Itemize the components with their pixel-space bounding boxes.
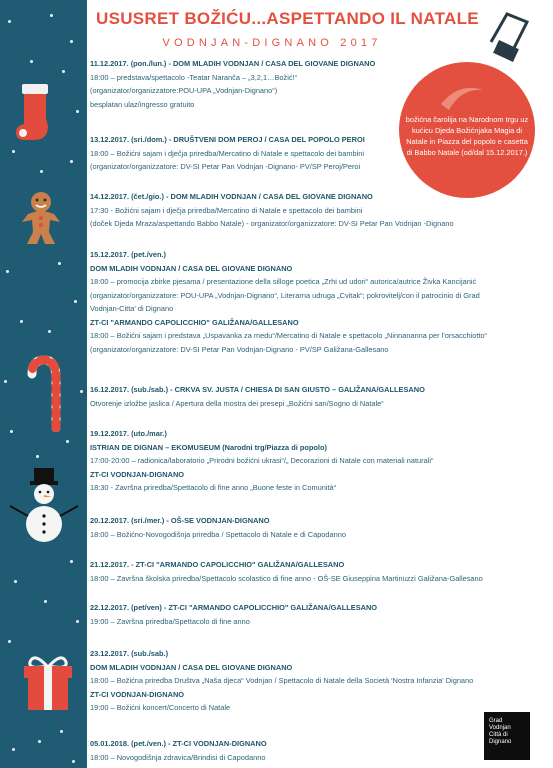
snowflake: [48, 330, 51, 333]
event-detail: 18:00 – Božićni sajam i dječja priredba/Mercatino di Natale e spettacolo dei bambini: [90, 148, 365, 158]
snowflake: [72, 760, 75, 763]
snowflake: [20, 320, 23, 323]
snowflake: [12, 150, 15, 153]
snowflake: [62, 70, 65, 73]
event-detail: (organizator/organizzatore: DV-SI Petar Pan Vodnjan-Dignano - PV/SP Galižana-Gallesano: [90, 344, 389, 354]
event-heading: 16.12.2017. (sub./sab.) - CRKVA SV. JUSTA / CHIESA DI SAN GIUSTO – GALIŽANA/GALLESANO: [90, 385, 425, 394]
snowflake: [12, 748, 15, 751]
decorative-sidebar: [0, 0, 87, 768]
snowflake: [14, 580, 17, 583]
candy-cane-icon: [26, 352, 72, 432]
snowflake: [4, 380, 7, 383]
event-block: [90, 190, 540, 231]
snowflake: [6, 270, 9, 273]
logo-line: Grad: [489, 718, 503, 724]
event-heading: ZT-CI VODNJAN-DIGNANO: [90, 689, 185, 699]
gift-box-icon: [20, 652, 76, 714]
event-detail: 18:00 – Završna školska priredba/Spettacolo scolastico di fine anno - OŠ-SE Giuseppina Martinuzzi Galižana-Gallesano: [90, 573, 483, 583]
page-subtitle: VODNJAN-DIGNANO 2017: [162, 37, 382, 49]
snowflake: [66, 440, 69, 443]
event-detail: 19:00 – Božićni koncert/Concerto di Natale: [90, 703, 231, 712]
snowflake: [70, 560, 73, 563]
event-block: [90, 558, 540, 585]
event-block: [90, 601, 540, 628]
event-block: [90, 248, 540, 356]
ornament-text: božićna čarolija na Narodnom trgu uz kućicu Djeda Božićnjaka Magia di Natale in Piazza del popolo e casetta di Babbo Natale (od/dal 15.12.2017.): [405, 115, 529, 157]
event-detail: 18:30 - Završna priredba/Spettacolo di fine anno „Buone feste in Comunità“: [90, 483, 337, 492]
event-detail: 19:00 – Završna priredba/Spettacolo di fine anno: [90, 616, 250, 626]
event-block: [90, 737, 540, 764]
event-heading: 23.12.2017. (sub./sab.): [90, 649, 169, 658]
logo-line: Dignano: [489, 739, 512, 745]
event-heading: 05.01.2018. (pet./ven.) - ZT-CI VODNJAN-DIGNANO: [90, 739, 267, 748]
logo-line: Vodnjan: [489, 725, 511, 731]
event-detail: (organizator/organizzatore: DV-SI Petar Pan Vodnjan -Dignano- PV/SP Peroj/Peroi: [90, 162, 361, 171]
event-detail: (organizator/organizzatore: POU-UPA „Vodnjan-Dignano“, Literarna udruga „Cvitak“; pokrovitelj/con il patrocinio di Grad: [90, 290, 480, 300]
event-detail: 18:00 – Božićno-Novogodišnja priredba / Spettacolo di Natale e di Capodanno: [90, 529, 346, 539]
event-heading: 22.12.2017. (pet/ven) - ZT-CI "ARMANDO CAPOLICCHIO" GALIŽANA/GALLESANO: [90, 603, 378, 612]
snowflake: [58, 262, 61, 265]
snowflake: [30, 60, 33, 63]
event-heading: 21.12.2017. - ZT-CI "ARMANDO CAPOLICCHIO" GALIŽANA/GALLESANO: [90, 560, 345, 569]
event-heading: 19.12.2017. (uto./mar.): [90, 429, 167, 438]
event-detail: Vodnjan-Citta' di Dignano: [90, 304, 174, 313]
logo-line: Città di: [489, 732, 508, 738]
event-heading: 20.12.2017. (sri./mer.) - OŠ-SE VODNJAN-DIGNANO: [90, 516, 270, 525]
snowflake: [74, 300, 77, 303]
city-logo: [484, 712, 530, 760]
event-block: [90, 133, 540, 174]
snowflake: [10, 430, 13, 433]
event-heading: 11.12.2017. (pon./lun.) - DOM MLADIH VODNJAN / CASA DEL GIOVANE DIGNANO: [90, 59, 376, 68]
snowflake: [36, 455, 39, 458]
event-detail: Otvorenje izložbe jaslica / Apertura della mostra dei presepi „Božićni san/Sogno di Natale“: [90, 398, 384, 408]
snowflake: [76, 620, 79, 623]
event-block: [90, 383, 540, 410]
snowflake: [60, 730, 63, 733]
snowflake: [50, 14, 53, 17]
event-detail: 18:00 – Božićni sajam i predstava „Uspavanka za medu“/Mercatino di Natale e spettacolo „Ninnananna per l'orsacchiotto“: [90, 331, 488, 340]
page-title: USUSRET BOŽIĆU...ASPETTANDO IL NATALE: [96, 9, 479, 28]
event-block: [90, 427, 540, 495]
snowman-icon: [4, 466, 84, 546]
snowflake: [80, 390, 83, 393]
snowflake: [44, 600, 47, 603]
event-detail: (organizator/organizzatore:POU-UPA „Vodnjan-Dignano“): [90, 86, 278, 95]
event-heading: 13.12.2017. (sri./dom.) - DRUŠTVENI DOM PEROJ / CASA DEL POPOLO PEROI: [90, 135, 365, 144]
snowflake: [70, 160, 73, 163]
event-block: [90, 647, 540, 715]
event-detail: 18:00 – promocija zbirke pjesama / presentazione della silloge poetica „Zrhi ud udori“ autorica/autrice Živka Kancijanić: [90, 277, 477, 286]
event-detail: 18:00 – Novogodišnja zdravica/Brindisi di Capodanno: [90, 752, 266, 762]
snowflake: [40, 170, 43, 173]
event-detail: 18:00 – Božićna priredba Društva „Naša djeca“ Vodnjan / Spettacolo di Natale della Società 'Nostra Infanzia' Dignano: [90, 676, 474, 685]
event-heading: ZT-CI "ARMANDO CAPOLICCHIO" GALIŽANA/GALLESANO: [90, 317, 299, 327]
snowflake: [38, 740, 41, 743]
gingerbread-man-icon: [18, 190, 64, 248]
event-heading: ZT-CI VODNJAN-DIGNANO: [90, 469, 185, 479]
snowflake: [8, 20, 11, 23]
event-detail: (doček Djeda Mraza/aspettando Babbo Natale) - organizator/organizzatore: DV-SI Petar Pan Vodnjan -Dignano: [90, 219, 454, 228]
event-block: [90, 57, 540, 111]
event-detail: besplatan ulaz/ingresso gratuito: [90, 99, 195, 109]
event-heading: 14.12.2017. (čet./gio.) - DOM MLADIH VODNJAN / CASA DEL GIOVANE DIGNANO: [90, 192, 373, 201]
event-block: [90, 514, 540, 541]
snowflake: [70, 40, 73, 43]
event-detail: 17:00-20:00 – radionica/laboratorio „Prirodni božićni ukrasi“/„ Decorazioni di Natale con materiali naturali“: [90, 456, 434, 465]
snowflake: [8, 640, 11, 643]
event-heading: DOM MLADIH VODNJAN / CASA DEL GIOVANE DIGNANO: [90, 263, 293, 273]
event-detail: 18:00 – predstava/spettacolo -Teatar Naranča – „3,2,1…Božić!“: [90, 72, 298, 82]
event-heading: ISTRIAN DE DIGNAN – EKOMUSEUM (Narodni trg/Piazza di popolo): [90, 442, 327, 452]
event-heading: DOM MLADIH VODNJAN / CASA DEL GIOVANE DIGNANO: [90, 662, 293, 672]
event-detail: 17:30 - Božićni sajam i dječja priredba/Mercatino di Natale e spettacolo dei bambini: [90, 205, 363, 215]
event-heading: 15.12.2017. (pet./ven.): [90, 250, 166, 259]
stocking-icon: [14, 82, 56, 146]
snowflake: [76, 110, 79, 113]
